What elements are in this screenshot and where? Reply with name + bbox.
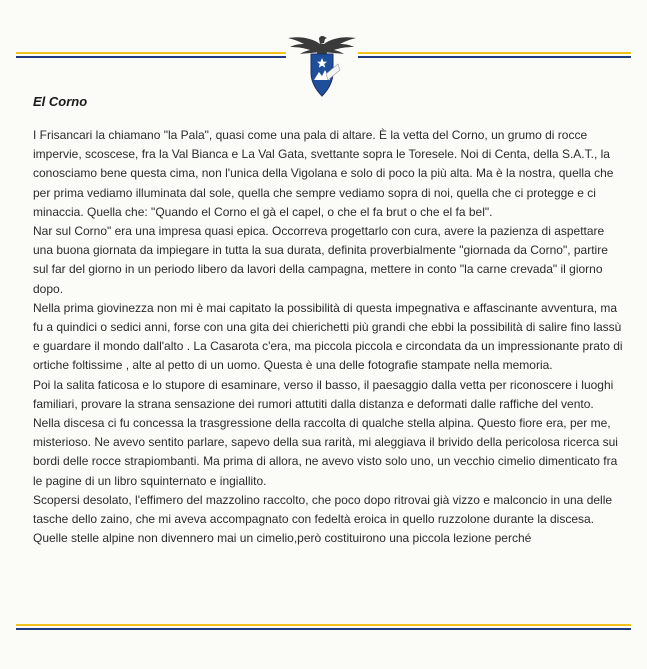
bottom-rule-blue [16, 628, 631, 630]
paragraph: Nella discesa ci fu concessa la trasgressione della raccolta di qualche stella alpina. Questo fiore era, per me, misterioso. Ne avevo sentito parlare, sapevo della sua rarità, mi aleggiava il brivido della pericolosa ricerca sui bordi delle rocce strapiombanti. Ma prima di allora, ne avevo visto solo uno, un vecchio cimelio dimenticato fra le pagine di un libro squinternato e ingiallito. [33, 416, 618, 488]
paragraph: Nar sul Corno" era una impresa quasi epica. Occorreva progettarlo con cura, avere la pazienza di aspettare una buona giornata da impiegare in tutta la sua durata, definita proverbialmente "giornada da Corno", partire sul far del giorno in un periodo libero da lavori della campagna, mettere in conto "la carne crevada" il giorno dopo. [33, 224, 608, 296]
cai-eagle-shield-icon [286, 30, 358, 100]
article-body [33, 126, 623, 548]
bottom-rule [16, 624, 631, 632]
paragraph: I Frisancari la chiamano "la Pala", quasi come una pala di altare. È la vetta del Corno, un grumo di rocce impervie, scoscese, fra la Val Bianca e La Val Gata, svettante sopra le Toresele. Noi di Centa, della S.A.T., la conosciamo bene questa cima, non l'unica della Vigolana e solo di poco la più alta. Ma è la nostra, quella che per prima vediamo illuminata dal sole, quella che sempre vediamo sopra di noi, quella che ci protegge e ci minaccia. Quella che: "Quando el Corno el gà el capel, o che el fa brut o che el fa bel". [33, 128, 614, 219]
paragraph: Nella prima giovinezza non mi è mai capitato la possibilità di questa impegnativa e affascinante avventura, ma fu a quindici o sedici anni, forse con una gita dei chierichetti più grandi che ebbi la possibilità di salire fino lassù e guardare il mondo dall'alto . La Casarota c'era, ma piccola piccola e circondata da un impressionante prato di ortiche foltissime , alte al petto di un uomo. Questa è una delle fotografie stampate nella memoria. [33, 300, 623, 373]
emblem-graphic [286, 30, 358, 100]
bottom-rule-yellow [16, 624, 631, 626]
paragraph: Scopersi desolato, l'effimero del mazzolino raccolto, che poco dopo ritrovai già vizzo e malconcio in una delle tasche dello zaino, che mi aveva accompagnato con fedeltà eroica in quello ruzzolone durante la discesa. Quelle stelle alpine non divennero mai un cimelio,però costituirono una piccola lezione perché [33, 492, 613, 546]
paragraph: Poi la salita faticosa e lo stupore di esaminare, verso il basso, il paesaggio dalla vetta per riconoscere i luoghi familiari, provare la strana sensazione dei rumori attutiti dalla distanza e deformati dalle raffiche del vento. [33, 377, 614, 411]
page-title: El Corno [33, 94, 88, 109]
